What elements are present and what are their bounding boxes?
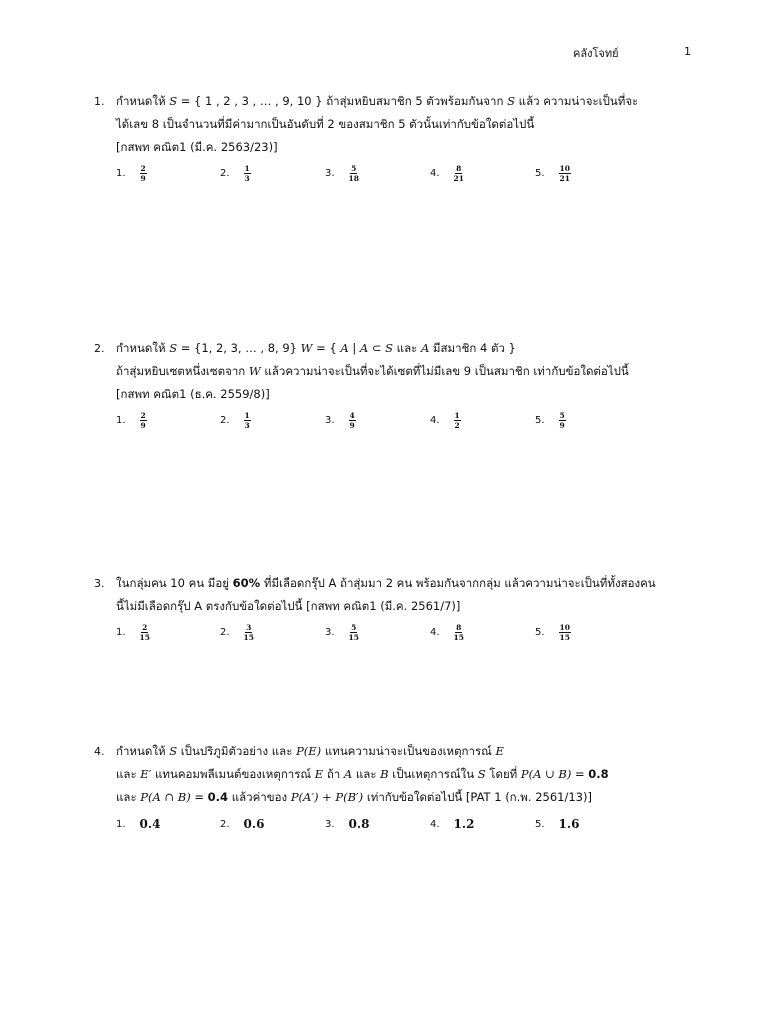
fraction: [454, 411, 461, 430]
choice-number: 1.: [116, 818, 126, 830]
choice-number: 3.: [325, 167, 335, 179]
fraction: [454, 623, 464, 642]
answer-choice[interactable]: [116, 405, 147, 435]
fraction: [349, 164, 359, 183]
text-segment: โดยที่: [485, 767, 521, 781]
fraction-numerator: 2: [140, 163, 146, 173]
answer-choice[interactable]: [325, 405, 356, 435]
bold-value: 0.4: [207, 790, 229, 804]
text-segment: ⊂: [368, 341, 386, 355]
text-segment: ถ้า: [323, 767, 344, 781]
choice-number: 5.: [535, 167, 545, 179]
answer-choice[interactable]: [325, 809, 369, 839]
fraction: [349, 623, 359, 642]
answer-choice[interactable]: [535, 617, 571, 647]
fraction-numerator: 5: [559, 410, 565, 420]
choice-number: 2.: [220, 414, 230, 426]
answer-choice[interactable]: [430, 405, 461, 435]
answer-choice[interactable]: [220, 158, 251, 188]
fraction: [559, 411, 566, 430]
text-segment: นี้ไม่มีเลือดกรุ๊ป A ตรงกับข้อใดต่อไปนี้ [กสพท คณิต1 (มี.ค. 2561/7)]: [116, 599, 461, 613]
fraction-numerator: 1: [244, 410, 250, 420]
fraction: [244, 623, 254, 642]
math-expression: W: [248, 364, 261, 378]
answer-choice[interactable]: [325, 158, 359, 188]
question-text-line: [116, 360, 629, 383]
fraction-denominator: 3: [244, 420, 250, 430]
fraction: [454, 164, 464, 183]
fraction: [244, 164, 251, 183]
fraction-denominator: 21: [559, 173, 570, 183]
fraction-denominator: 18: [348, 173, 359, 183]
question-text-line: [116, 90, 638, 113]
choice-number: 3.: [325, 414, 335, 426]
fraction-numerator: 8: [456, 163, 462, 173]
choice-number: 1.: [116, 626, 126, 638]
text-segment: =: [571, 767, 589, 781]
math-expression: E: [314, 767, 324, 781]
choice-number: 4.: [430, 626, 440, 638]
text-segment: ในกลุ่มคน 10 คน มีอยู่: [116, 576, 233, 590]
math-expression: S: [507, 94, 515, 108]
fraction: [140, 411, 147, 430]
choice-number: 1.: [116, 167, 126, 179]
choice-number: 3.: [325, 818, 335, 830]
choice-value: 1.6: [558, 817, 580, 831]
fraction-denominator: 15: [139, 632, 150, 642]
choice-number: 5.: [535, 626, 545, 638]
answer-choice[interactable]: [325, 617, 359, 647]
answer-choice[interactable]: [430, 617, 464, 647]
answer-choice[interactable]: [116, 809, 160, 839]
math-expression: A: [340, 341, 349, 355]
fraction-numerator: 5: [351, 622, 357, 632]
text-segment: [กสพท คณิต1 (ธ.ค. 2559/8)]: [116, 387, 270, 401]
question-number: 2.: [94, 342, 105, 355]
math-expression: A: [359, 341, 369, 355]
answer-choices: [116, 809, 676, 839]
bold-value: 0.8: [588, 767, 609, 781]
text-segment: กำหนดให้: [116, 94, 170, 108]
choice-value: 0.8: [348, 817, 370, 831]
question-number: 1.: [94, 95, 105, 108]
question-text-line: [116, 572, 656, 595]
math-expression: E: [495, 744, 504, 758]
choice-number: 1.: [116, 414, 126, 426]
text-segment: และ: [116, 767, 141, 781]
choice-number: 3.: [325, 626, 335, 638]
math-expression: S: [169, 94, 178, 108]
text-segment: แล้วค่าของ: [228, 790, 291, 804]
question-number: 4.: [94, 745, 105, 758]
text-segment: ที่มีเลือดกรุ๊ป A ถ้าสุ่มมา 2 คน พร้อมกันจากกลุ่ม แล้วความน่าจะเป็นที่ทั้งสองคน: [260, 576, 656, 590]
fraction-denominator: 9: [140, 173, 146, 183]
fraction-numerator: 8: [456, 622, 462, 632]
text-segment: [กสพท คณิต1 (มี.ค. 2563/23)]: [116, 140, 278, 154]
answer-choice[interactable]: [535, 809, 579, 839]
fraction-denominator: 15: [348, 632, 359, 642]
choice-number: 4.: [430, 818, 440, 830]
text-segment: ได้เลข 8 เป็นจำนวนที่มีค่ามากเป็นอันดับที่ 2 ของสมาชิก 5 ตัวนั้นเท่ากับข้อใดต่อไปนี้: [116, 117, 535, 131]
text-segment: และ: [393, 341, 421, 355]
fraction-denominator: 15: [453, 632, 464, 642]
question-text-line: [116, 337, 516, 360]
fraction-denominator: 9: [140, 420, 146, 430]
fraction-denominator: 15: [559, 632, 570, 642]
question-text-line: [116, 740, 504, 763]
choice-number: 5.: [535, 818, 545, 830]
math-expression: P(E): [296, 744, 322, 758]
text-segment: แล้ว ความน่าจะเป็นที่จะ: [515, 94, 639, 108]
fraction-numerator: 1: [244, 163, 250, 173]
fraction: [140, 164, 147, 183]
math-expression: E′: [140, 767, 152, 781]
answer-choice[interactable]: [430, 809, 474, 839]
math-expression: P(A ∩ B): [140, 790, 191, 804]
fraction: [559, 164, 571, 183]
math-expression: W: [300, 341, 313, 355]
math-expression: P(A′) + P(B′): [290, 790, 364, 804]
page-number: 1: [684, 45, 691, 58]
text-segment: เป็นเหตุการณ์ใน: [388, 767, 478, 781]
text-segment: |: [348, 341, 360, 355]
fraction-numerator: 1: [454, 410, 460, 420]
text-segment: ถ้าสุ่มหยิบเซตหนึ่งเซตจาก: [116, 364, 249, 378]
page-header-title: คลังโจทย์: [573, 47, 619, 60]
fraction-numerator: 4: [349, 410, 355, 420]
math-expression: A: [343, 767, 353, 781]
answer-choice[interactable]: [220, 809, 264, 839]
question-text-line: [116, 786, 592, 809]
answer-choice[interactable]: [535, 158, 571, 188]
choice-number: 4.: [430, 167, 440, 179]
bold-value: 60%: [232, 576, 261, 590]
math-expression: B: [380, 767, 389, 781]
answer-choice[interactable]: [430, 158, 464, 188]
math-expression: S: [385, 341, 394, 355]
fraction: [559, 623, 571, 642]
text-segment: เท่ากับข้อใดต่อไปนี้ [PAT 1 (ก.พ. 2561/13)]: [363, 790, 592, 804]
fraction: [349, 411, 356, 430]
text-segment: แทนคอมพลีเมนต์ของเหตุการณ์: [151, 767, 315, 781]
choice-number: 2.: [220, 818, 230, 830]
math-expression: S: [477, 767, 486, 781]
fraction-denominator: 21: [453, 173, 464, 183]
fraction-numerator: 5: [351, 163, 357, 173]
fraction-numerator: 2: [142, 622, 148, 632]
answer-choices: [116, 405, 676, 435]
fraction-denominator: 3: [244, 173, 250, 183]
text-segment: เป็นปริภูมิตัวอย่าง และ: [177, 744, 297, 758]
fraction-numerator: 10: [559, 163, 570, 173]
text-segment: กำหนดให้: [116, 341, 170, 355]
text-segment: และ: [116, 790, 141, 804]
text-segment: แล้วความน่าจะเป็นที่จะได้เซตที่ไม่มีเลข 9 เป็นสมาชิก เท่ากับข้อใดต่อไปนี้: [260, 364, 629, 378]
answer-choice[interactable]: [116, 158, 147, 188]
fraction-numerator: 10: [559, 622, 570, 632]
answer-choices: [116, 158, 676, 188]
answer-choice[interactable]: [220, 405, 251, 435]
choice-number: 2.: [220, 626, 230, 638]
fraction-denominator: 9: [559, 420, 565, 430]
answer-choices: [116, 617, 676, 647]
choice-number: 4.: [430, 414, 440, 426]
math-expression: S: [169, 744, 178, 758]
choice-value: 1.2: [453, 817, 475, 831]
choice-number: 5.: [535, 414, 545, 426]
question-text-line: [116, 113, 534, 136]
answer-choice[interactable]: [535, 405, 566, 435]
math-expression: A: [420, 341, 430, 355]
question-text-line: [116, 595, 460, 618]
text-segment: แทนความน่าจะเป็นของเหตุการณ์: [321, 744, 496, 758]
fraction-denominator: 2: [454, 420, 460, 430]
math-expression: P(A ∪ B): [520, 767, 572, 781]
fraction: [140, 623, 150, 642]
fraction-numerator: 2: [140, 410, 146, 420]
question-text-line: [116, 763, 609, 786]
answer-choice[interactable]: [220, 617, 254, 647]
choice-number: 2.: [220, 167, 230, 179]
fraction-denominator: 15: [243, 632, 254, 642]
question-text-line: [116, 136, 278, 159]
choice-value: 0.6: [243, 817, 265, 831]
answer-choice[interactable]: [116, 617, 150, 647]
fraction-denominator: 9: [349, 420, 355, 430]
text-segment: มีสมาชิก 4 ตัว }: [429, 341, 516, 355]
question-text-line: [116, 383, 270, 406]
choice-value: 0.4: [139, 817, 161, 831]
math-expression: S: [169, 341, 178, 355]
text-segment: = { 1 , 2 , 3 , … , 9, 10 } ถ้าสุ่มหยิบสมาชิก 5 ตัวพร้อมกันจาก: [177, 94, 508, 108]
fraction: [244, 411, 251, 430]
question-number: 3.: [94, 577, 105, 590]
text-segment: = {1, 2, 3, … , 8, 9}: [177, 341, 301, 355]
fraction-numerator: 3: [246, 622, 252, 632]
text-segment: = {: [312, 341, 341, 355]
text-segment: และ: [352, 767, 381, 781]
text-segment: =: [190, 790, 208, 804]
text-segment: กำหนดให้: [116, 744, 170, 758]
